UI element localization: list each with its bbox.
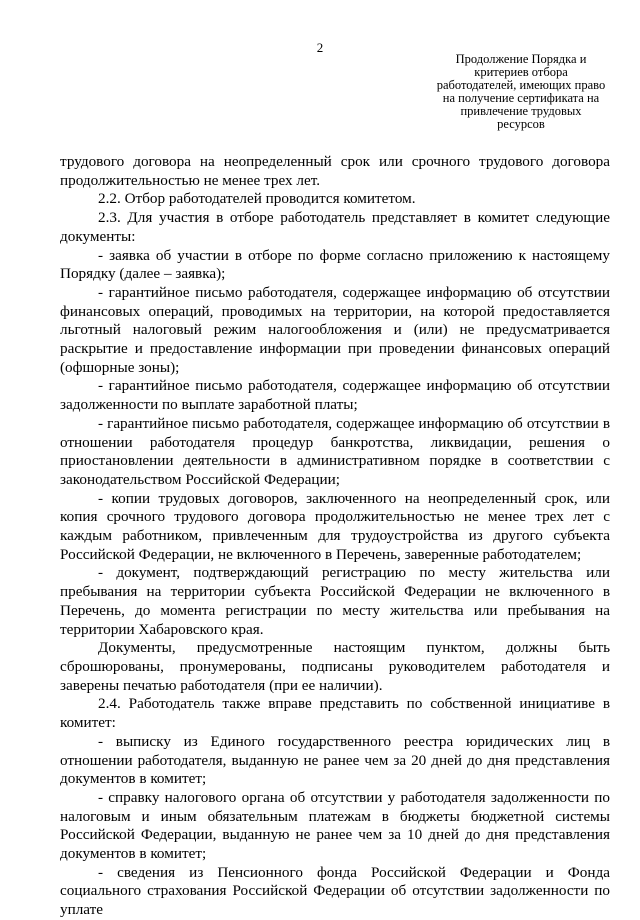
list-item: - выписку из Единого государственного реестра юридических лиц в отношении работодателя, выданную не ранее чем за 20 дней до дня представления документов в комитет; bbox=[60, 732, 610, 788]
page-number: 2 bbox=[316, 40, 324, 55]
list-item: - заявка об участии в отборе по форме согласно приложению к настоящему Порядку (далее – заявка); bbox=[60, 246, 610, 283]
list-item: - гарантийное письмо работодателя, содержащее информацию об отсутствии задолженности по выплате заработной платы; bbox=[60, 377, 610, 414]
list-item: - гарантийное письмо работодателя, содержащее информацию об отсутствии финансовых операций, проводимых на территории, на которой предоставляется льготный налоговый режим налогообложения и (или) не предусматривается раскрытие и предоставление информации при проведении финансовых операций (офшорные зоны); bbox=[60, 283, 610, 376]
continuation-note-line: ресурсов bbox=[497, 117, 545, 131]
paragraph: Документы, предусмотренные настоящим пунктом, должны быть сброшюрованы, пронумерованы, подписаны руководителем работодателя и заверены печатью работодателя (при ее наличии). bbox=[60, 639, 610, 694]
list-item: - копии трудовых договоров, заключенного на неопределенный срок, или копия срочного трудового договора продолжительностью не менее трех лет с каждым работником, привлеченным для трудоустройства из другого субъекта Российской Федерации, не включенного в Перечень, заверенные работодателем; bbox=[60, 489, 610, 563]
continuation-note-line: Продолжение Порядка и bbox=[455, 52, 587, 66]
paragraph: трудового договора на неопределенный срок или срочного трудового договора продолжительностью не менее трех лет. bbox=[60, 153, 610, 189]
list-item: - справку налогового органа об отсутствии у работодателя задолженности по налоговым и иным обязательным платежам в бюджеты бюджетной системы Российской Федерации, выданную не ранее чем за 10 дней до дня представления документов в комитет; bbox=[60, 788, 610, 863]
document-body bbox=[60, 153, 610, 920]
continuation-note-line: работодателей, имеющих право bbox=[436, 78, 606, 92]
continuation-note-line: привлечение трудовых bbox=[460, 104, 582, 118]
list-item: - сведения из Пенсионного фонда Российской Федерации и Фонда социального страхования Российской Федерации об отсутствии задолженности по уплате bbox=[60, 863, 610, 919]
paragraph: 2.2. Отбор работодателей проводится комитетом. bbox=[98, 190, 416, 208]
continuation-note bbox=[430, 53, 612, 131]
paragraph: 2.3. Для участия в отборе работодатель представляет в комитет следующие документы: bbox=[60, 209, 610, 245]
list-item: - документ, подтверждающий регистрацию по месту жительства или пребывания на территории субъекта Российской Федерации не включенного в Перечень, до момента регистрации по месту жительства или пребывания на территории Хабаровского края. bbox=[60, 564, 610, 638]
list-item: - гарантийное письмо работодателя, содержащее информацию об отсутствии в отношении работодателя процедур банкротства, ликвидации, решения о приостановлении деятельности в административном порядке в соответствии с законодательством Российской Федерации; bbox=[60, 414, 610, 488]
paragraph: 2.4. Работодатель также вправе представить по собственной инициативе в комитет: bbox=[60, 695, 610, 732]
continuation-note-line: критериев отбора bbox=[474, 65, 568, 79]
continuation-note-line: на получение сертификата на bbox=[442, 91, 600, 105]
